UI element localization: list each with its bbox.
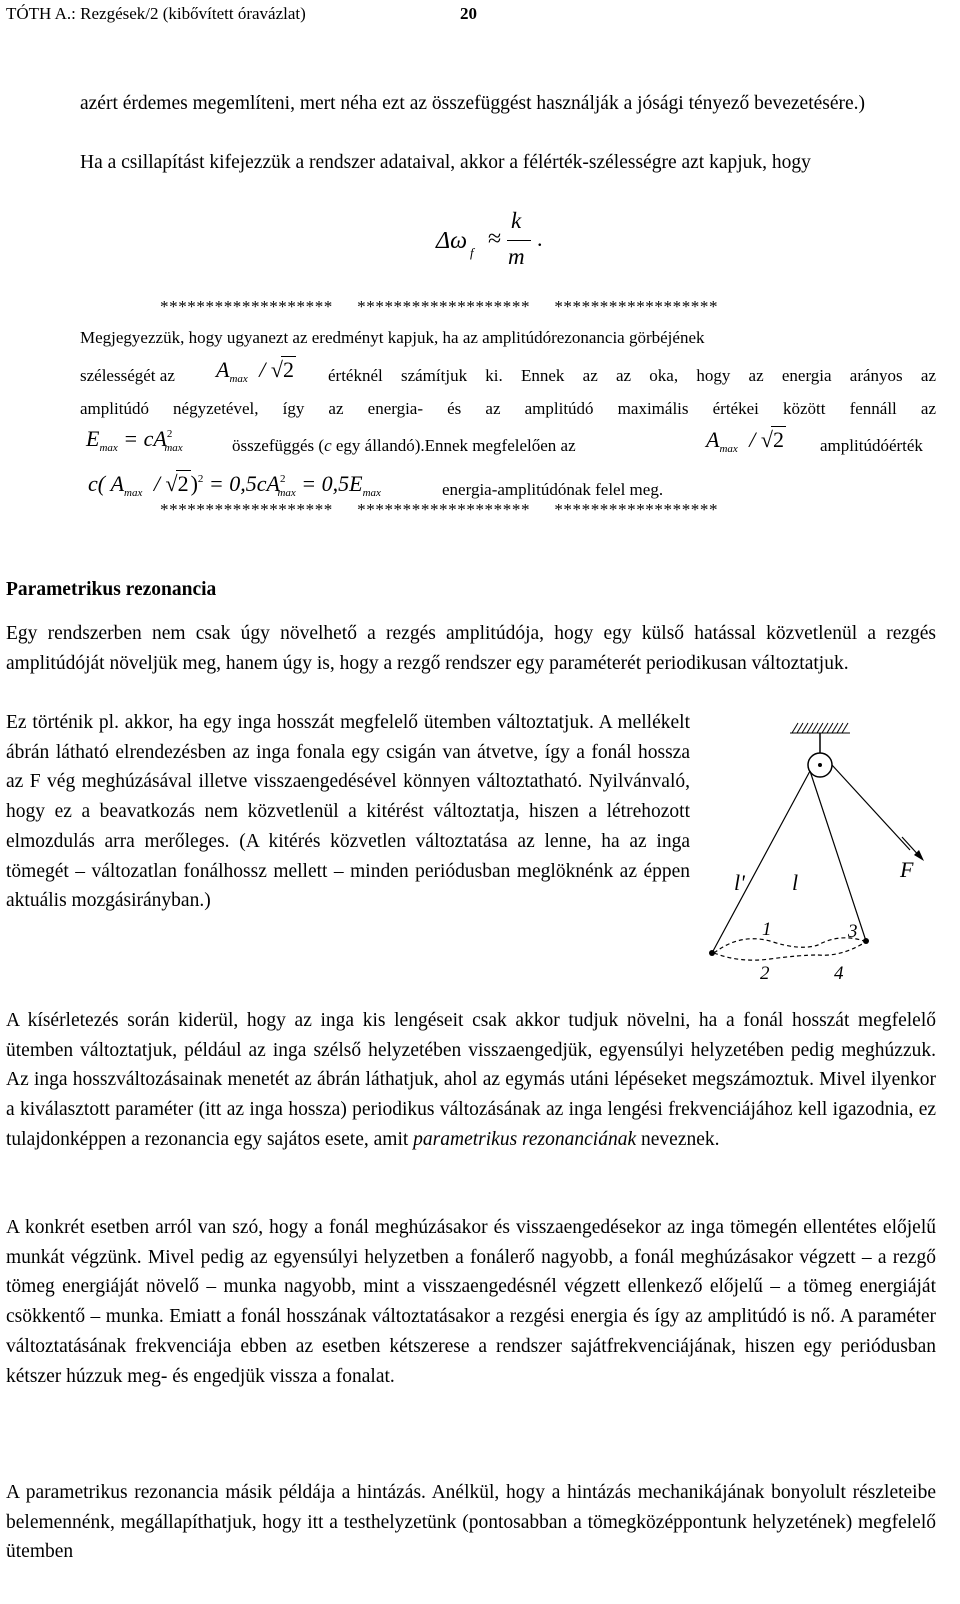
formula-lhs-sub: f [470,245,474,260]
label-step-1: 1 [762,919,772,940]
label-step-3: 3 [848,921,858,942]
section-paragraph-3: A kísérletezés során kiderül, hogy az inga kis lengéseit csak akkor tudjuk növelni, ha a fonál hosszát megfelelő ütemben változtatjuk, például az inga szélső helyzetében visszaengedjük, egyensúlyi helyzetében pedig meghúzzuk. Az inga hosszváltozásainak menetét az ábrán láthatjuk, ahol az egymás utáni lépéseket megszámoztuk. Mivel ilyenkor a kiválasztott paraméter (itt az inga hossza) periodikus változásának az inga lengési frekvenciájához kell igazodnia, ez tulajdonképpen a rezonancia egy sajátos esete, amit parametrikus rezonanciának neveznek. [6,1010,936,1150]
star-separator-top [160,297,718,317]
star-group: ****************** [554,500,719,519]
star-group: ******************* [160,297,333,316]
intro-paragraph-2: Ha a csillapítást kifejezzük a rendszer adataival, akkor a félérték-szélességre azt kapjuk, hogy [80,152,811,173]
star-separator-bottom [160,500,718,520]
label-lprime: l' [734,870,745,895]
formula-period: . [537,226,543,251]
math-amax-1: $A_{max} / √2$ [216,357,294,385]
section-heading: Parametrikus rezonancia [6,579,217,600]
formula-approx: ≈ [488,226,502,252]
star-group: ******************* [357,500,531,519]
label-step-2: 2 [760,963,770,984]
remark-line-4: összefüggés (c egy állandó).Ennek megfelelően az [232,436,576,455]
math-energy-half: c( $A_{max} / √2)^2 = 0,5cA^2_{max} = 0,5E_{max}$ [88,471,381,499]
fraction-bar [507,240,531,241]
remark-line-3: amplitúdó négyzetével, így az energia- és az amplitúdó maximális értékei között fennáll az [80,399,936,418]
label-step-4: 4 [834,963,844,984]
formula-denominator: m [508,244,525,269]
intro-paragraph-1: azért érdemes megemlíteni, mert néha ezt az összefüggést használják a jósági tényező bevezetésére.) [80,93,866,114]
section-paragraph-4: A konkrét esetben arról van szó, hogy a fonál meghúzásakor és visszaengedésekor az inga tömegén ellentétes előjelű munkát végzünk. Mivel pedig az egyensúlyi helyzetben a fonálerő nagyobb, a fonál meghúzásakor végzett – a rezgő tömeg energiáját növelő – munka nagyobb, mint a visszaengedésnél végzett ellenkező előjelű – a tömeg energiáját csökkentő – munka. Emiatt a fonál hosszának változtatásakor a rezgési energia és így az amplitúdó is nő. A paraméter változtatásának frekvenciája ebben az esetben kétszerese a rendszer sajátfrekvenciájának, hiszen egy periódusban kétszer húzzuk meg- és engedjük vissza a fonalat. [6,1217,936,1387]
formula-lhs: Δω [436,228,468,254]
ceiling-hatch [790,723,850,733]
page-number: 20 [460,4,477,23]
string-long [712,771,810,953]
star-group: ****************** [554,297,719,316]
label-l: l [792,870,799,895]
remark-line-5: energia-amplitúdónak felel meg. [442,480,664,499]
string-short [810,771,866,941]
pulley-axle [818,763,822,767]
label-F: F [900,857,914,882]
section-paragraph-5: A parametrikus rezonancia másik példája a hintázás. Anélkül, hogy a hintázás mechanikájának bonyolult részleteibe belemennénk, megállapíthatjuk, hogy itt a testhelyzetünk (pontosabban a tömegközéppontunk helyzetének) megfelelő ütemben [6,1482,936,1563]
math-emax-eq: $E_{max} = cA^2_{max}$ [86,426,183,454]
header-title: TÓTH A.: Rezgések/2 (kibővített óravázlat) [6,4,306,23]
formula-numerator: k [511,208,522,233]
section-paragraph-2: Ez történik pl. akkor, ha egy inga hosszát megfelelő ütemben változtatjuk. A mellékelt ábrán látható elrendezésben az inga fonala egy csigán van átvetve, így a fonál hossza az F vég meghúzásával illetve visszaengedésével könnyen változtatható. Nyilvánvaló, hogy ez a beavatkozás nem közvetlenül a kitérést változtatja, hiszen a létrehozott elmozdulás arra merőleges. (A kitérés közvetlen változtatása az lenne, ha az inga tömegét – változatlan fonálhossz mellett – minden periódusban meglöknénk az éppen aktuális mozgásirányban.) [6,712,690,912]
pendulum-figure [700,715,940,995]
bob-path-upper [714,938,864,953]
remark-line-4d: amplitúdóérték [820,436,923,455]
star-group: ******************* [160,500,333,519]
star-group: ******************* [357,297,531,316]
math-amax-2: $A_{max} / √2$ [706,427,784,455]
remark-line-1: Megjegyezzük, hogy ugyanezt az eredményt kapjuk, ha az amplitúdórezonancia görbéjének [80,328,705,347]
page-header [6,4,477,24]
section-paragraph-1: Egy rendszerben nem csak úgy növelhető a rezgés amplitúdója, hogy egy külső hatással közvetlenül a rezgés amplitúdóját növeljük meg, hanem úgy is, hogy a rezgő rendszer egy paraméterét periodikusan változtatjuk. [6,623,936,674]
remark-line-2a: szélességét az [80,366,175,385]
remark-line-2b: értéknél számítjuk ki. Ennek az az oka, hogy az energia arányos az [328,366,936,385]
term-parametric-resonance: parametrikus rezonanciának [413,1128,637,1150]
string-pull [832,765,910,850]
